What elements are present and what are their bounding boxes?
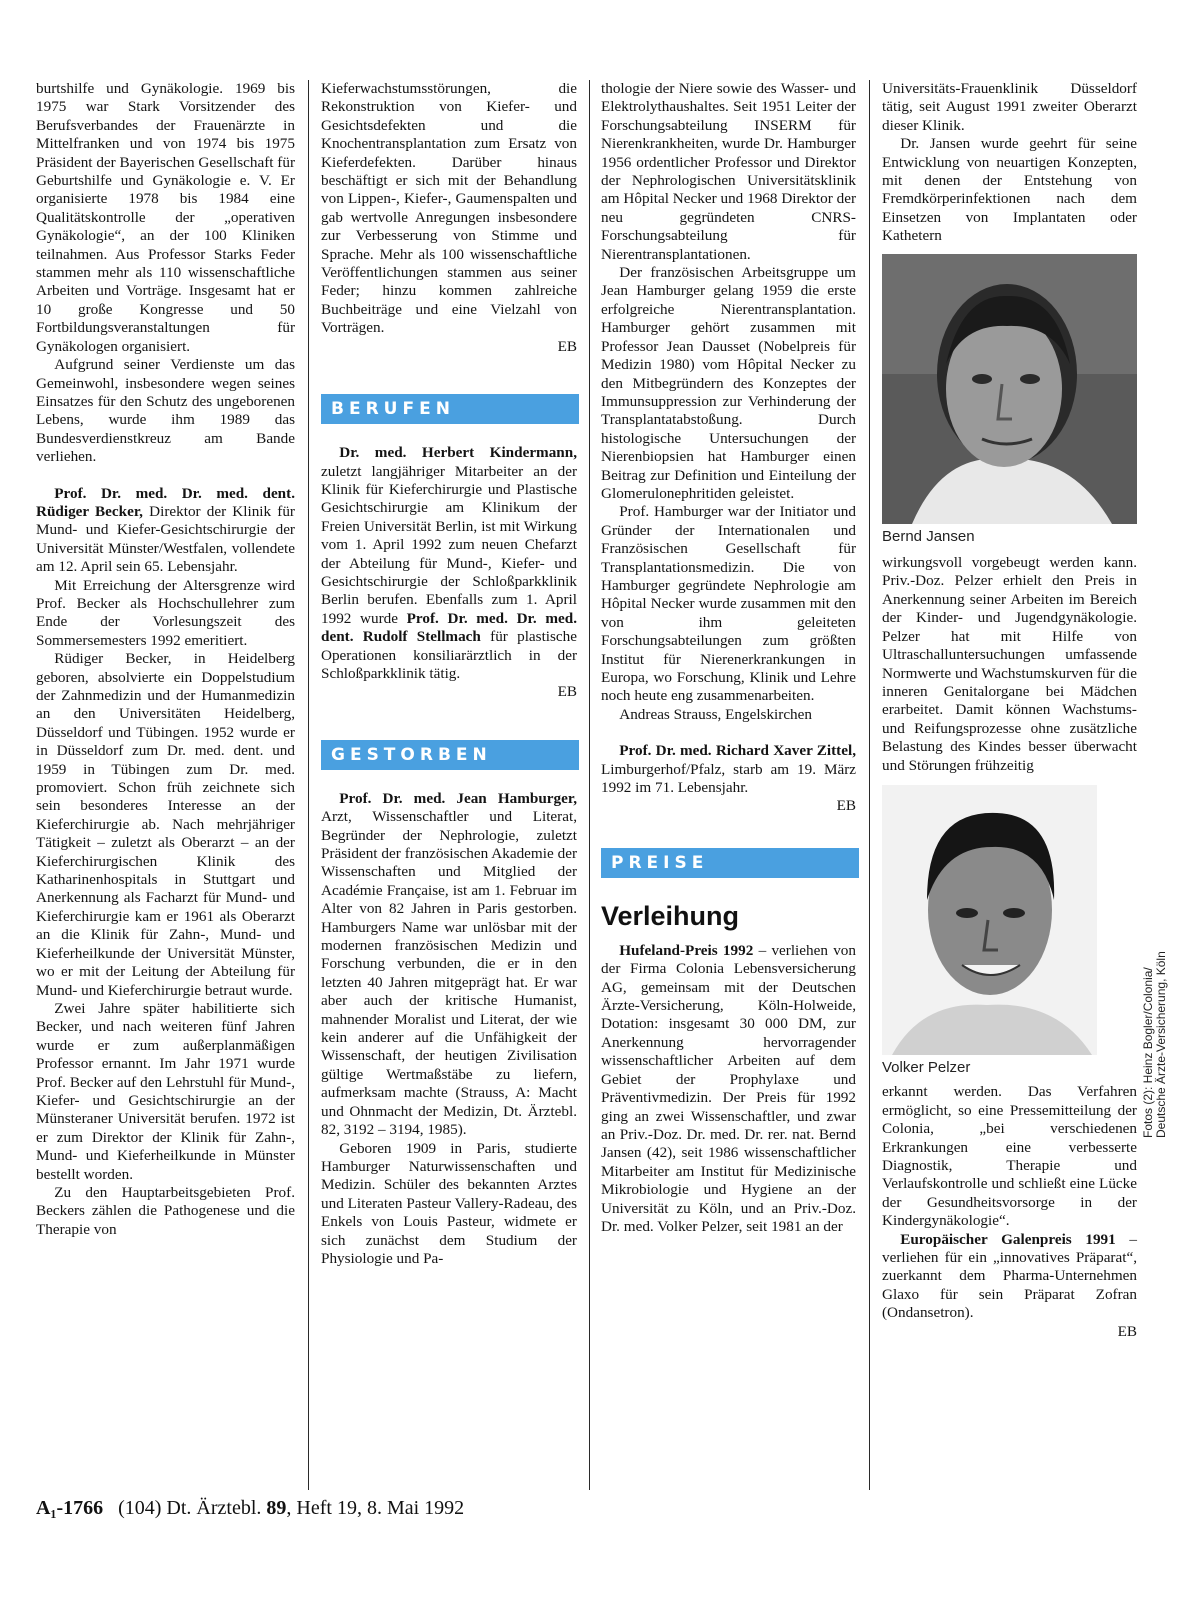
person-name: Prof. Dr. med. Dr. med. dent. Rüdiger Becker, (36, 484, 295, 520)
paragraph-text: – verliehen von der Firma Colonia Lebensversicherung AG, gemeinsam mit der Deutschen Ärzte-Versicherung, Köln-Holweide, Dotation: insgesamt 30 000 DM, zur Anerkennung hervorragender wissenschaftlicher Arbeiten auf dem Gebiet der Prophylaxe und Präventivmedizin. Der Preis für 1992 ging an zwei Wissenschaftler, und zwar an Priv.-Doz. Dr. med. Dr. rer. nat. Bernd Jansen (42), seit 1986 wissenschaftlicher Mitarbeiter am Institut für Medizinische Mikrobiologie und Hygiene an der Universität zu Köln, und an Priv.-Doz. Dr. med. Volker Pelzer, seit 1981 an der (601, 941, 856, 1235)
paragraph: Rüdiger Becker, in Heidelberg geboren, absolvierte ein Doppelstudium der Zahnmedizin und der Humanmedizin an den Universitäten Heidelberg, Düsseldorf und Tübingen. 1952 wurde er in Düsseldorf zum Dr. med. dent. und 1959 in Tübingen zum Dr. med. promoviert. Schon früh zeichnete sich sein besonderes Interesse an der Kieferchirurgie ab. Nach mehrjähriger Tätigkeit – zuletzt als Oberarzt – an der Kieferchirurgischen Klinik des Katharinenhospitals in Stuttgart und Anerkennung als Facharzt für Mund- und Kieferchirurgie kam er 1961 als Oberarzt an die Klinik für Zahn-, Mund- und Kieferheilkunde der Universität Münster, wo er mit der Leitung der Abteilung für Mund- und Kieferchirurgie betraut wurde. (36, 650, 295, 999)
prize-name: Hufeland-Preis 1992 (619, 941, 754, 959)
person-name: Prof. Dr. med. Richard Xaver Zittel, (619, 742, 856, 760)
paragraph-text: zuletzt langjähriger Mitarbeiter an der Klinik für Kieferchirurgie und Plastische Gesichtschirurgie am Klinikum der Freien Universität Berlin, ist mit Wirkung vom 1. April 1992 zum neuen Chefarzt der Abteilung für Mund-, Kiefer- und Gesichtschirurgie der Schloßparkklinik Berlin berufen. Ebenfalls zum 1. April 1992 wurde (321, 462, 577, 627)
portrait-photo-bernd-jansen (882, 254, 1137, 524)
author-signature: EB (557, 683, 577, 701)
paragraph: Kieferwachstumsstörungen, die Rekonstruktion von Kiefer- und Gesichtsdefekten und die Knochentransplantation zum Ersatz von Kieferdefekten. Darüber hinaus beschäftigt er sich mit der Behandlung von Lippen-, Kiefer-, Gaumenspalten und gab wertvolle Anregungen insbesondere zur Verbesserung von Stimme und Sprache. Mehr als 100 wissenschaftliche Veröffentlichungen stammen aus seiner Feder; hinzu kommen zahlreiche Buchbeiträge und eine Vielzahl von Vorträgen. (321, 80, 577, 337)
journal-issue: , Heft 19, 8. Mai 1992 (286, 1497, 465, 1519)
column-4 (882, 80, 1137, 1341)
section-banner-preise: PREISE (601, 848, 859, 878)
author-signature: EB (1117, 1322, 1137, 1340)
photo-caption: Volker Pelzer (882, 1058, 971, 1076)
photo-caption: Bernd Jansen (882, 527, 975, 545)
column-rule (308, 80, 309, 1490)
paragraph: erkannt werden. Das Verfahren ermöglicht, so eine Pressemitteilung der Colonia, „bei verschiedenen Erkrankungen eine verbesserte Diagnostik, Therapie und Verlaufskontrolle und schließt eine Lücke der Gesundheitsvorsorge in der Kindergynäkologie“. (882, 1083, 1137, 1230)
author-line: Andreas Strauss, Engelskirchen (619, 705, 812, 723)
section-banner-berufen: BERUFEN (321, 394, 579, 424)
person-name: Dr. med. Herbert Kindermann, (339, 444, 577, 462)
paragraph: burtshilfe und Gynäkologie. 1969 bis 1975 war Stark Vorsitzender des Berufsverbandes der Frauenärzte in Mittelfranken und von 1974 bis 1975 Präsident der Bayerischen Gesellschaft für Geburtshilfe und Gynäkologie e. V. Er organisierte 1978 bis 1984 eine Qualitätskontrolle der „operativen Gynäkologie“, an der 100 Kliniken teilnahmen. Aus Professor Starks Feder stammen mehr als 110 wissenschaftliche Arbeiten und Vorträge. Insgesamt hat er 10 große Kongresse und 50 Fortbildungsveranstaltungen für Gynäkologen organisiert. (36, 80, 295, 355)
journal-volume: 89 (266, 1497, 287, 1519)
column-rule (589, 80, 590, 1490)
photo-credit: Fotos (2): Heinz Bogler/Colonia/ Deutsche Ärzte-Versicherung, Köln (1141, 951, 1168, 1138)
prize-name: Europäischer Galenpreis 1991 (900, 1230, 1116, 1248)
column-2 (321, 80, 577, 1268)
paragraph-text: Limburgerhof/Pfalz, starb am 19. März 1992 im 71. Lebensjahr. (601, 760, 856, 797)
column-rule (869, 80, 870, 1490)
paragraph (882, 1231, 1137, 1323)
paragraph: Zwei Jahre später habilitierte sich Becker, und nach weiteren fünf Jahren wurde er zum außerplanmäßigen Professor ernannt. Im Jahr 1971 wurde Prof. Becker auf den Lehrstuhl für Mund-, Kiefer- und Gesichtschirurgie an der Münsteraner Universität berufen. 1972 ist er zum Direktor der Klinik für Zahn-, Mund- und Kieferheilkunde in Münster bestellt worden. (36, 999, 295, 1183)
paragraph: Dr. Jansen wurde geehrt für seine Entwicklung von neuartigen Konzepten, mit denen der Entstehung von Fremdkörperinfektionen nach dem Einsetzen von Implantaten oder Kathetern (882, 135, 1137, 245)
page-number: A₁-1766 (36, 1497, 104, 1519)
paragraph: Aufgrund seiner Verdienste um das Gemeinwohl, insbesondere wegen seines Einsatzes für den Schutz des ungeborenen Lebens, wurde ihm 1989 das Bundesverdienstkreuz am Bande verliehen. (36, 356, 295, 466)
paragraph-text: Arzt, Wissenschaftler und Literat, Begründer der Nephrologie, zuletzt Präsident der französischen Akademie der Wissenschaften und Mitglied der Académie Française, ist am 1. Februar im Alter von 82 Jahren in Paris gestorben. Hamburgers Name war unlösbar mit der modernen französischen Medizin und Forschung verbunden, die er in den letzten 40 Jahren mitgeprägt hat. Er war aber auch der kritische Humanist, mahnender Moralist und Literat, der wie kein anderer auf die Unfähigkeit der Wissenschaft, der heutigen Zivilisation gültige Wertmaßstäbe zu liefern, aufmerksam machte (Strauss, A: Macht und Ohnmacht der Medizin, Dt. Ärztebl. 82, 3192 – 3194, 1985). (321, 808, 577, 1139)
author-signature: EB (836, 797, 856, 815)
paragraph: Mit Erreichung der Altersgrenze wird Prof. Becker als Hochschullehrer zum Ende der Vorlesungszeit des Sommersemesters 1992 emeritiert. (36, 576, 295, 649)
paragraph: Geboren 1909 in Paris, studierte Hamburger Naturwissenschaften und Medizin. Schüler des bekannten Arztes und Literaten Pasteur Vallery-Radeau, des Enkels von Louis Pasteur, widmete er sich zunächst dem Studium der Physiologie und Pa- (321, 1139, 577, 1267)
article-headline: Verleihung (601, 900, 740, 931)
paragraph: wirkungsvoll vorgebeugt werden kann. Priv.-Doz. Pelzer erhielt den Preis in Anerkennung seiner Arbeiten im Bereich der Kinder- und Jugendgynäkologie. Pelzer hat mit Hilfe von Ultraschalluntersuchungen umfassende Normwerte und Wachstumskurven für die inneren Genitalorgane bei Mädchen erarbeitet. Damit können Wachstums- und Reifungsprozesse ohne zusätzliche Belastung des Kindes besser überwacht und Störungen frühzeitig (882, 554, 1137, 774)
paragraph: thologie der Niere sowie des Wasser- und Elektrolythaushaltes. Seit 1951 Leiter der Forschungsabteilung INSERM für Nierenkrankheiten, wurde Dr. Hamburger 1956 ordentlicher Professor und Direktor der Nephrologischen Universitätsklinik am Hôpital Necker und 1968 Direktor der neu gegründeten CNRS-Forschungsabteilung für Nierentransplantationen. (601, 80, 856, 263)
paragraph-text: – verliehen für ein „innovatives Präparat“, zuerkannt dem Pharma-Unternehmen Glaxo für sein Präparat Zofran (Ondansetron). (882, 1230, 1137, 1322)
paragraph: Zu den Hauptarbeitsgebieten Prof. Beckers zählen die Pathogenese und die Therapie von (36, 1183, 295, 1238)
portrait-image (882, 785, 1097, 1055)
paragraph-text: Direktor der Klinik für Mund- und Kiefer-Gesichtschirurgie der Universität Münster/Westfalen, vollendete am 12. April sein 65. Lebensjahr. (36, 502, 295, 576)
author-signature: EB (557, 337, 577, 355)
portrait-photo-volker-pelzer (882, 785, 1097, 1055)
paragraph: Universitäts-Frauenklinik Düsseldorf tätig, seit August 1991 zweiter Oberarzt dieser Klinik. (882, 80, 1137, 134)
paragraph (321, 444, 577, 683)
paragraph: Der französischen Arbeitsgruppe um Jean Hamburger gelang 1959 die erste erfolgreiche Nierentransplantation. Hamburger gehört zusammen mit Professor Jean Dausset (Nobelpreis für Medizin 1980) vom Hôpital Necker zu den Mitbegründern des Konzeptes der Immunsuppression zur Verhinderung der Transplantatabstoßung. Durch histologische Untersuchungen der Nierenbiopsien hat Hamburger einen Beitrag zur Definition und Einteilung der Glomerulonephritiden geleistet. (601, 264, 856, 502)
person-name: Prof. Dr. med. Jean Hamburger, (339, 789, 577, 807)
paragraph (36, 485, 295, 577)
paragraph: Prof. Hamburger war der Initiator und Gründer der Internationalen und Französischen Gesellschaft für Transplantationsmedizin. Die von Hamburger gegründete Nephrologie am Hôpital Necker wurde zusammen mit den von ihm geleiteten Forschungsabteilungen zum größten Institut für Nierenerkrankungen in Europa, wo Forschung, Klinik und Lehre noch heute eng zusammenarbeiten. (601, 503, 856, 705)
person-name: Prof. Dr. med. Dr. med. dent. Rudolf Stellmach (321, 609, 577, 646)
paragraph (321, 790, 577, 1140)
section-banner-gestorben: GESTORBEN (321, 740, 579, 770)
paragraph (601, 942, 856, 1237)
portrait-image (882, 254, 1137, 524)
journal-name: (104) Dt. Ärztebl. (118, 1497, 267, 1519)
paragraph-text: für plastische Operationen konsiliarärztlich in der Schloßparkklinik tätig. (321, 628, 577, 682)
paragraph (601, 742, 856, 797)
column-3 (601, 80, 856, 1236)
page-footer (36, 1497, 464, 1520)
column-1 (36, 80, 295, 1239)
